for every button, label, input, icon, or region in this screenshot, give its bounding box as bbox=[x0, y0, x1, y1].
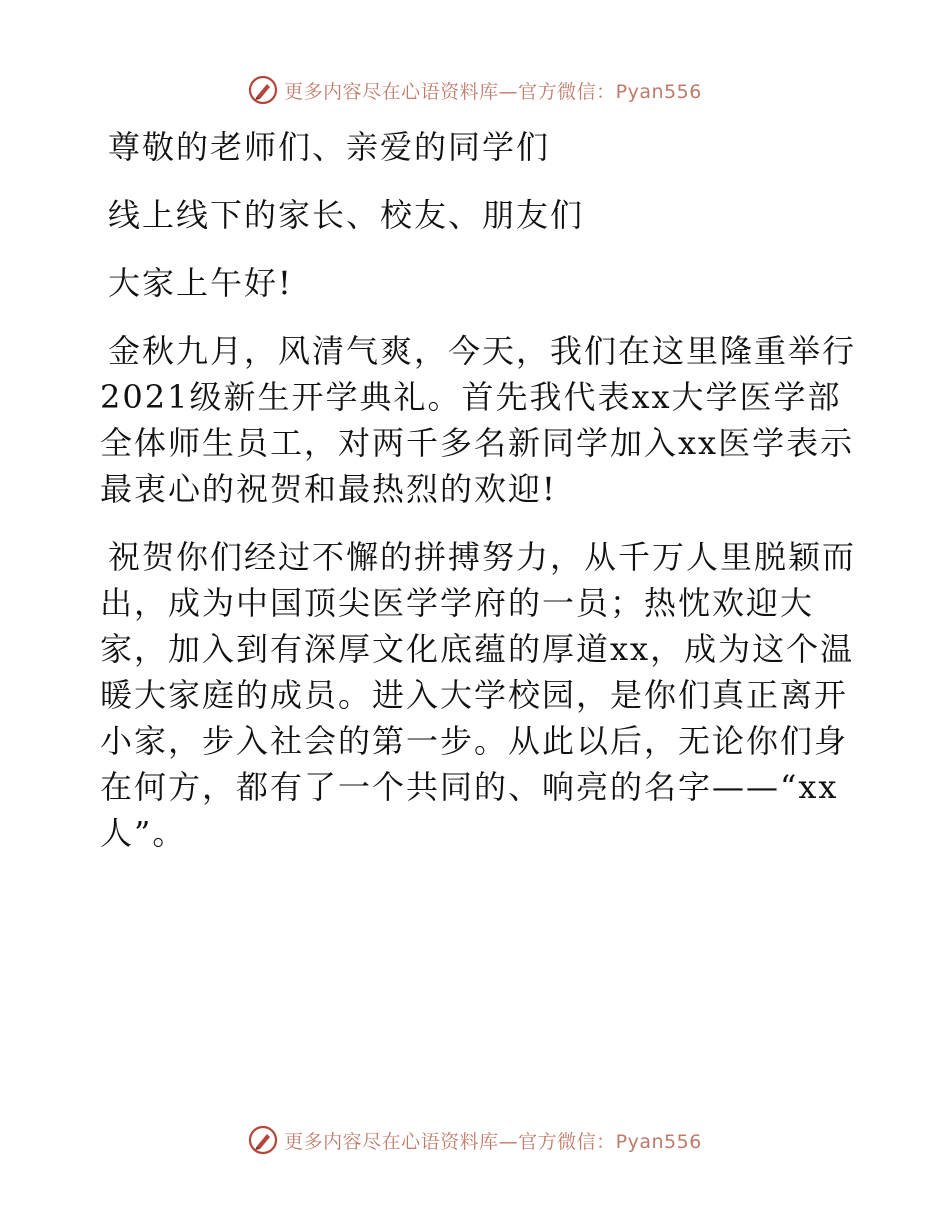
footer-watermark bbox=[0, 1122, 950, 1158]
pen-nib-logo-icon bbox=[248, 75, 278, 105]
greeting-line: 大家上午好! bbox=[108, 264, 293, 302]
header-watermark bbox=[0, 72, 950, 108]
watermark-text: 更多内容尽在心语资料库—官方微信：Pyan556 bbox=[284, 1130, 702, 1153]
pen-nib-logo-icon bbox=[248, 1125, 278, 1155]
greeting-line: 线上线下的家长、校友、朋友们 bbox=[108, 196, 585, 234]
body-paragraph: 祝贺你们经过不懈的拼搏努力，从千万人里脱颖而出，成为中国顶尖医学学府的一员；热忱欢迎大家，加入到有深厚文化底蕴的厚道xx，成为这个温暖大家庭的成员。进入大学校园，是你们真正离开小家，步入社会的第一步。从此以后，无论你们身在何方，都有了一个共同的、响亮的名字——“xx人”。 bbox=[100, 538, 857, 852]
document-body bbox=[100, 124, 860, 878]
watermark-text: 更多内容尽在心语资料库—官方微信：Pyan556 bbox=[284, 80, 702, 103]
body-paragraph: 金秋九月，风清气爽，今天，我们在这里隆重举行2021级新生开学典礼。首先我代表xx大学医学部全体师生员工，对两千多名新同学加入xx医学表示最衷心的祝贺和最热烈的欢迎! bbox=[100, 332, 857, 508]
greeting-line: 尊敬的老师们、亲爱的同学们 bbox=[108, 128, 551, 166]
